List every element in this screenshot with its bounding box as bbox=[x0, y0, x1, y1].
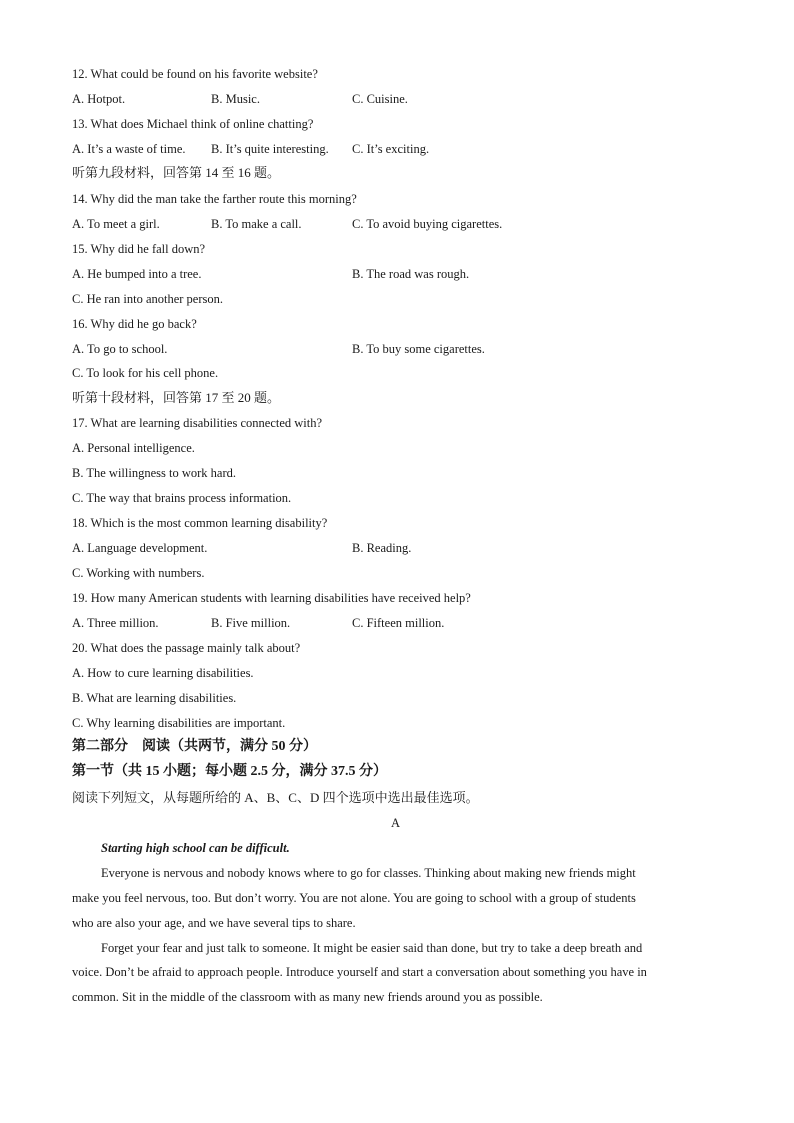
q19-option-b: B. Five million. bbox=[211, 616, 291, 630]
q20-stem: 20. What does the passage mainly talk about? bbox=[72, 641, 301, 655]
q13-option-a: A. It’s a waste of time. bbox=[72, 142, 186, 156]
q17-stem: 17. What are learning disabilities connected with? bbox=[72, 416, 323, 430]
q18-option-a: A. Language development. bbox=[72, 541, 208, 555]
q17-option-c: C. The way that brains process information. bbox=[72, 491, 292, 505]
q20-option-c: C. Why learning disabilities are important. bbox=[72, 716, 286, 730]
instruction-section-10: 听第十段材料，回答第 17 至 20 题。 bbox=[72, 390, 281, 405]
q20-option-a: A. How to cure learning disabilities. bbox=[72, 666, 254, 680]
q14-stem: 14. Why did the man take the farther route this morning? bbox=[72, 192, 357, 206]
q16-option-c: C. To look for his cell phone. bbox=[72, 366, 219, 380]
q15-stem: 15. Why did he fall down? bbox=[72, 242, 206, 256]
q12-option-b: B. Music. bbox=[211, 92, 260, 106]
q15-option-c: C. He ran into another person. bbox=[72, 292, 224, 306]
q17-option-b: B. The willingness to work hard. bbox=[72, 466, 236, 480]
q12-option-a: A. Hotpot. bbox=[72, 92, 126, 106]
q18-option-c: C. Working with numbers. bbox=[72, 566, 205, 580]
section-one-heading: 第一节（共 15 小题；每小题 2.5 分，满分 37.5 分） bbox=[72, 764, 387, 779]
q13-option-c: C. It’s exciting. bbox=[352, 142, 430, 156]
passage-title: Starting high school can be difficult. bbox=[101, 841, 290, 855]
reading-instruction: 阅读下列短文，从每题所给的 A、B、C、D 四个选项中选出最佳选项。 bbox=[72, 790, 479, 805]
q20-option-b: B. What are learning disabilities. bbox=[72, 691, 237, 705]
paragraph-1-line-1: Everyone is nervous and nobody knows where to go for classes. Thinking about making new friends might bbox=[101, 866, 636, 880]
passage-letter: A bbox=[391, 816, 401, 830]
q19-option-c: C. Fifteen million. bbox=[352, 616, 445, 630]
q18-option-b: B. Reading. bbox=[352, 541, 412, 555]
q12-option-c: C. Cuisine. bbox=[352, 92, 408, 106]
q12-stem: 12. What could be found on his favorite website? bbox=[72, 67, 318, 81]
q19-option-a: A. Three million. bbox=[72, 616, 159, 630]
q19-stem: 19. How many American students with learning disabilities have received help? bbox=[72, 591, 471, 605]
part-two-heading: 第二部分 阅读（共两节，满分 50 分） bbox=[72, 739, 317, 754]
q16-stem: 16. Why did he go back? bbox=[72, 317, 197, 331]
q13-option-b: B. It’s quite interesting. bbox=[211, 142, 329, 156]
q14-option-c: C. To avoid buying cigarettes. bbox=[352, 217, 503, 231]
q14-option-a: A. To meet a girl. bbox=[72, 217, 160, 231]
paragraph-1-line-3: who are also your age, and we have several tips to share. bbox=[72, 916, 356, 930]
q18-stem: 18. Which is the most common learning disability? bbox=[72, 516, 328, 530]
q15-option-b: B. The road was rough. bbox=[352, 267, 470, 281]
paragraph-1-line-2: make you feel nervous, too. But don’t worry. You are not alone. You are going to school with a group of students bbox=[72, 891, 636, 905]
q17-option-a: A. Personal intelligence. bbox=[72, 441, 195, 455]
paragraph-2-line-1: Forget your fear and just talk to someone. It might be easier said than done, but try to take a deep breath and bbox=[101, 941, 643, 955]
instruction-section-9: 听第九段材料，回答第 14 至 16 题。 bbox=[72, 165, 281, 180]
q15-option-a: A. He bumped into a tree. bbox=[72, 267, 202, 281]
paragraph-2-line-3: common. Sit in the middle of the classroom with as many new friends around you as possible. bbox=[72, 990, 543, 1004]
paragraph-2-line-2: voice. Don’t be afraid to approach people. Introduce yourself and start a conversation about something you have in bbox=[72, 965, 647, 979]
q14-option-b: B. To make a call. bbox=[211, 217, 302, 231]
q16-option-a: A. To go to school. bbox=[72, 342, 168, 356]
q16-option-b: B. To buy some cigarettes. bbox=[352, 342, 485, 356]
q13-stem: 13. What does Michael think of online chatting? bbox=[72, 117, 314, 131]
